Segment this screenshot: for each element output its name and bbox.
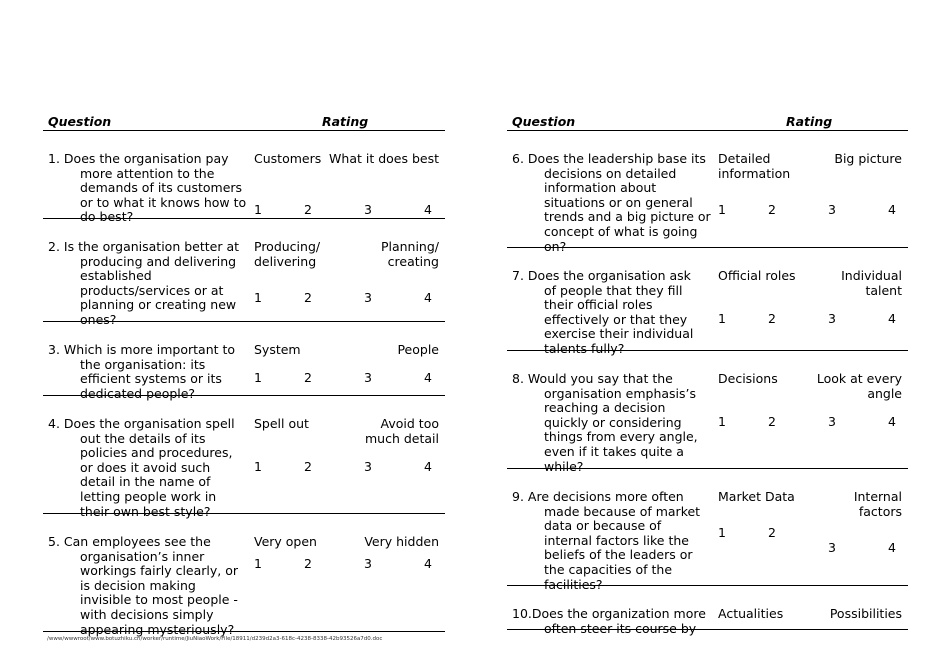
question-row-6	[507, 131, 908, 254]
rating-low-label: Producing/ delivering	[254, 239, 321, 269]
rating-4[interactable]: 4	[424, 202, 432, 217]
question-text: 9. Are decisions more often made because of market data or because of internal factors like the beliefs of the leaders or the capacities of the facilities?	[512, 489, 701, 592]
rating-2[interactable]: 2	[768, 414, 776, 429]
rating-1[interactable]: 1	[718, 202, 726, 217]
question-row-3	[43, 322, 445, 401]
rating-high-label: Look at every angle	[816, 371, 902, 401]
rating-high-label: Individual talent	[841, 268, 902, 298]
question-text: 6. Does the leadership base its decisions on detailed information about situations or on general trends and a big picture or concept of what is going on?	[512, 151, 711, 254]
rating-header: Rating	[786, 114, 833, 129]
rating-4[interactable]: 4	[424, 370, 432, 385]
rating-3[interactable]: 3	[828, 540, 836, 555]
rating-4[interactable]: 4	[424, 556, 432, 571]
rating-3[interactable]: 3	[364, 556, 372, 571]
question-row-1	[43, 131, 445, 225]
rating-3[interactable]: 3	[364, 202, 372, 217]
question-text: 7. Does the organisation ask of people that they fill their official roles effectively or that they exercise their individual talents fully?	[512, 268, 694, 356]
rating-low-label: Official roles	[718, 268, 796, 283]
question-row-4	[43, 396, 445, 519]
rating-3[interactable]: 3	[828, 202, 836, 217]
question-text: 3. Which is more important to the organisation: its efficient systems or its dedicated people?	[48, 342, 236, 401]
rating-low-label: Market Data	[718, 489, 795, 504]
rating-3[interactable]: 3	[364, 370, 372, 385]
file-path-footer: /www/wwwroot/www.botuzhiku.cn/worker/runtime/JiuNiaoWork/File/18911/d239d2a3-618c-4238-8338-42b93526a7d0.doc	[47, 636, 383, 642]
question-row-2	[43, 219, 445, 327]
rating-header: Rating	[322, 114, 369, 129]
rating-2[interactable]: 2	[304, 556, 312, 571]
question-text: 5. Can employees see the organisation’s inner workings fairly clearly, or is decision making invisible to most people - with decisions simply appearing mysteriously?	[48, 534, 239, 637]
rating-high-label: Avoid too much detail	[365, 416, 439, 446]
rating-high-label: Planning/ creating	[380, 239, 439, 269]
rating-high-label: Possibilities	[829, 606, 902, 621]
rating-high-label: People	[397, 342, 439, 357]
question-header: Question	[512, 114, 576, 129]
table-header	[43, 115, 445, 131]
rating-low-label: Spell out	[254, 416, 309, 431]
rating-2[interactable]: 2	[304, 370, 312, 385]
rating-1[interactable]: 1	[254, 370, 262, 385]
rating-4[interactable]: 4	[888, 414, 896, 429]
rating-3[interactable]: 3	[828, 311, 836, 326]
question-text: 1. Does the organisation pay more attention to the demands of its customers or to what it knows how to do best?	[48, 151, 247, 225]
rating-1[interactable]: 1	[254, 556, 262, 571]
questionnaire-right	[507, 114, 908, 636]
rating-high-label: Internal factors	[853, 489, 902, 519]
rating-2[interactable]: 2	[768, 311, 776, 326]
rating-low-label: Detailed information	[718, 151, 791, 181]
question-row-9	[507, 469, 908, 592]
rating-low-label: Decisions	[718, 371, 778, 386]
rating-1[interactable]: 1	[254, 290, 262, 305]
rating-low-label: Actualities	[718, 606, 784, 621]
rating-3[interactable]: 3	[828, 414, 836, 429]
rating-high-label: Very hidden	[364, 534, 439, 549]
rating-low-label: Very open	[254, 534, 317, 549]
rating-high-label: Big picture	[834, 151, 902, 166]
question-row-8	[507, 351, 908, 474]
rating-2[interactable]: 2	[304, 290, 312, 305]
question-row-7	[507, 248, 908, 356]
rating-4[interactable]: 4	[888, 311, 896, 326]
rating-2[interactable]: 2	[304, 459, 312, 474]
rating-1[interactable]: 1	[254, 459, 262, 474]
rating-low-label: System	[254, 342, 301, 357]
rating-4[interactable]: 4	[888, 540, 896, 555]
rating-high-label: What it does best	[329, 151, 439, 166]
rating-3[interactable]: 3	[364, 459, 372, 474]
rating-2[interactable]: 2	[768, 525, 776, 540]
question-text: 2. Is the organisation better at producing and delivering established products/services or at planning or creating new ones?	[48, 239, 240, 327]
rating-1[interactable]: 1	[718, 311, 726, 326]
rating-4[interactable]: 4	[888, 202, 896, 217]
rating-4[interactable]: 4	[424, 290, 432, 305]
question-row-10	[507, 586, 908, 636]
questionnaire-left	[43, 114, 445, 637]
question-text: 4. Does the organisation spell out the details of its policies and procedures, or does it avoid such detail in the name of letting people work in their own best style?	[48, 416, 235, 519]
question-text: 8. Would you say that the organisation emphasis’s reaching a decision quickly or considering things from every angle, even if it takes quite a while?	[512, 371, 698, 474]
rating-2[interactable]: 2	[768, 202, 776, 217]
rating-1[interactable]: 1	[718, 525, 726, 540]
table-header	[507, 115, 908, 131]
question-header: Question	[48, 114, 112, 129]
question-row-5	[43, 514, 445, 637]
question-text: 10.Does the organization more often steer its course by	[512, 606, 706, 636]
rating-3[interactable]: 3	[364, 290, 372, 305]
rating-1[interactable]: 1	[718, 414, 726, 429]
rating-low-label: Customers	[254, 151, 322, 166]
rating-4[interactable]: 4	[424, 459, 432, 474]
rating-1[interactable]: 1	[254, 202, 262, 217]
rating-2[interactable]: 2	[304, 202, 312, 217]
